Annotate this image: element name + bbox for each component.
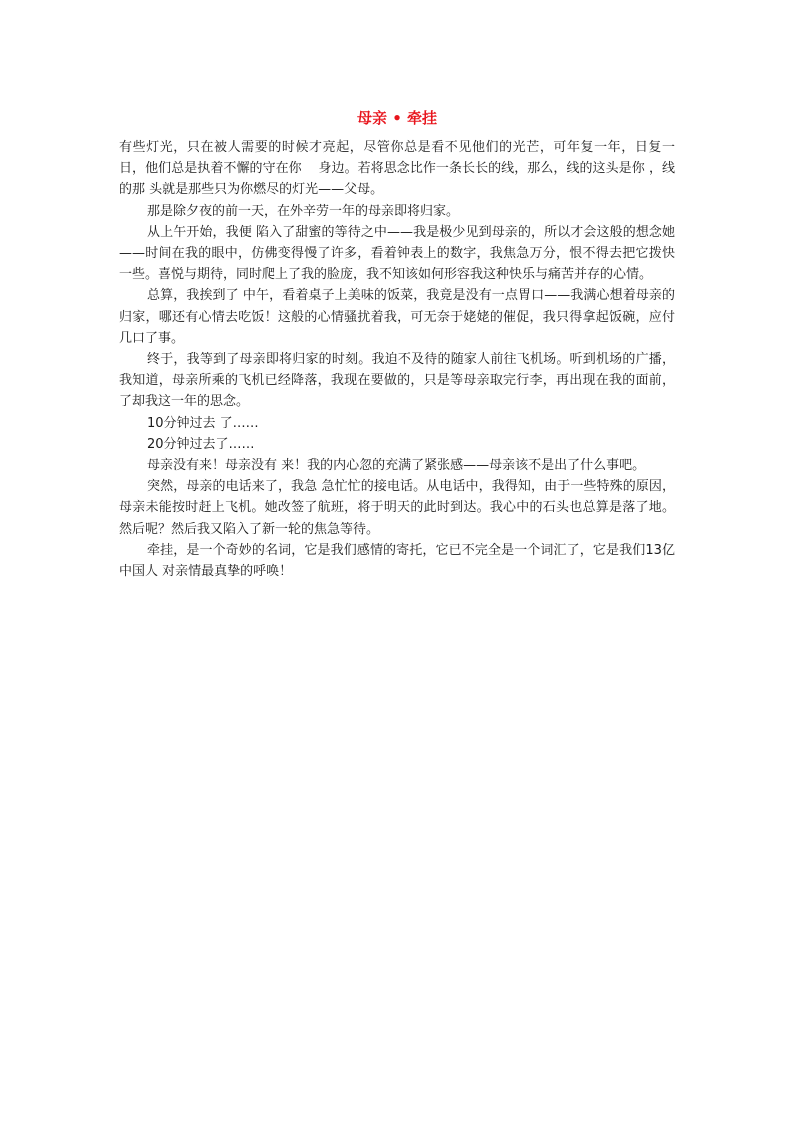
paragraph-9: 突然，母亲的电话来了，我急 急忙忙的接电话。从电话中，我得知，由于一些特殊的原因，母亲未能按时赶上飞机。她改签了航班，将于明天的此时到达。我心中的石头也总算是落了地。然后呢？然后我又陷入了新一轮的焦急等待。: [119, 479, 675, 537]
paragraph-6: 10分钟过去 了……: [147, 415, 259, 431]
paragraph-7: 20分钟过去了……: [147, 436, 255, 452]
paragraph-3: 从上午开始，我便 陷入了甜蜜的等待之中——我是极少见到母亲的，所以才会这般的想念她——时间在我的眼中，仿佛变得慢了许多，看着钟表上的数字，我焦急万分，恨不得去把它拨快一些。喜悦与期待，同时爬上了我的脸庞，我不知该如何形容我这种快乐与痛苦并存的心情。: [119, 224, 675, 283]
paragraph-2: 那是除夕夜的前一天，在外辛劳一年的母亲即将归家。: [147, 203, 460, 219]
paragraph-1: 有些灯光，只在被人需要的时候才亮起，尽管你总是看不见他们的光芒，可年复一年，日复一日，他们总是执着不懈的守在你 身边。若将思念比作一条长长的线，那么，线的这头是你 ，线的那 头就是那些只为你燃尽的灯光——父母。: [119, 140, 675, 198]
article-body: [119, 137, 675, 582]
paragraph-4: 总算，我挨到了 中午，看着桌子上美味的饭菜，我竟是没有一点胃口——我满心想着母亲的归家，哪还有心情去吃饭！这般的心情骚扰着我，可无奈于姥姥的催促，我只得拿起饭碗，应付几口了事。: [119, 288, 675, 346]
paragraph-8: 母亲没有来！母亲没有 来！我的内心忽的充满了紧张感——母亲该不是出了什么事吧。: [147, 458, 646, 474]
page-title: 母亲 • 牵挂: [356, 109, 438, 127]
paragraph-10: 牵挂，是一个奇妙的名词，它是我们感情的寄托，它已不完全是一个词汇了，它是我们13亿中国人 对亲情最真挚的呼唤！: [119, 542, 675, 580]
paragraph-5: 终于，我等到了母亲即将归家的时刻。我迫不及待的随家人前往飞机场。听到机场的广播，我知道，母亲所乘的飞机已经降落，我现在要做的，只是等母亲取完行李，再出现在我的面前，了却我这一年的思念。: [119, 352, 675, 410]
